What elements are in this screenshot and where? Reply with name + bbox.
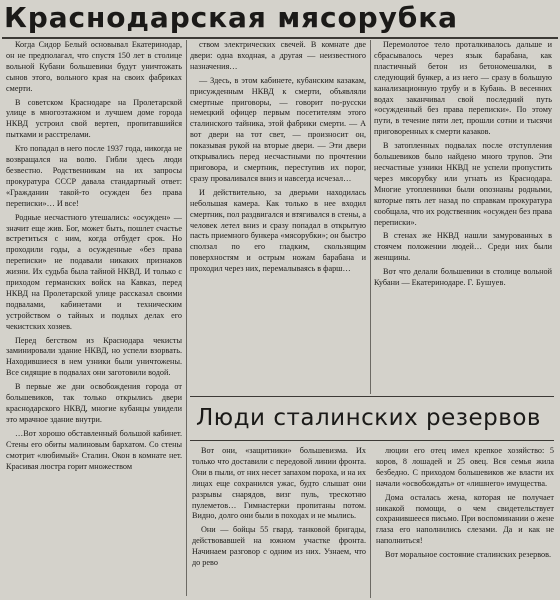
paragraph: ством электрических свечей. В комнате две двери: одна входная, а другая — неизвестного назначения… [190, 40, 366, 71]
article1-column-1 [6, 40, 182, 475]
paragraph: Вот моральное состояние сталинских резервов. [385, 550, 552, 560]
article1-column-2 [190, 40, 366, 278]
column-divider [370, 40, 371, 394]
paragraph: И действительно, за дверьми находилась небольшая камера. Как только в нее входил смертник, пол раздвигался и втягивался в стены, а человек летел вниз и сразу попадал в открытую пасть приемного бункера «мясорубки»; он быстро сползал по его гладким, скользящим поверхностям и острым ножам барабана и проходил через них, перемалываясь в фарш… [190, 187, 366, 274]
article2-column-1 [192, 446, 366, 572]
paragraph: …Вот хорошо обставленный большой кабинет. Стены его обиты малиновым бархатом. Со стены смотрит «любимый» Сталин. Окон в комнате нет. Красивая люстра горит множеством [6, 428, 182, 471]
paragraph: люции его отец имел крепкое хозяйство: 5 коров, 8 лошадей и 25 овец. Вся семья жила безбедно. С приходом большевиков же власти их начали «освобождать» от «лишнего» имущества. [376, 446, 554, 488]
paragraph: Перемолотое тело проталкивалось дальше и сбрасывалось через язык барабана, как пластичный бетон из бетономешалки, в следующий бункер, а из него — сразу в большую канализационную трубу и в Кубань. В весенних водах заканчивал свой последний путь «осужденный без права переписки». По этому пути, в течение пяти лет, прошли сотни и тысячи приговоренных к смерти казаков. [374, 40, 552, 137]
divider-rule [190, 440, 554, 441]
headline-stalin-reserves: Люди сталинских резервов [196, 405, 541, 431]
paragraph: Вот они, «защитники» большевизма. Их только что доставили с передовой линии фронта. Они в пыли, от них несет запахом пороха, и на их лицах еще сохранился ужас, будто слышат они разрывы снарядов, визг пуль, трескотню пулеметов… Гимнастерки пропитаны потом. Видно, долго они были в походах и не мылись. [192, 446, 366, 521]
paragraph-closing [374, 267, 552, 289]
paragraph: Когда Сидор Белый основывал Екатеринодар, он не предполагал, что спустя 150 лет в столице вольной Кубани большевики будут уничтожать сынов этого, вольного края на своих фабриках смерти. [6, 40, 182, 93]
author-signature: Г. Бушуев. [467, 278, 506, 288]
closing-text: Вот что делали большевики в столице вольной Кубани — Екатеринодаре. [374, 267, 552, 288]
paragraph: Кто попадал в него после 1937 года, никогда не возвращался на волю. Гибли здесь люди безвестно. Родственникам на их запросы прокуратура СССР давала стандартный ответ: «Гражданин такой-то осужден без права переписки»… И все! [6, 144, 182, 208]
paragraph: — Здесь, в этом кабинете, кубанским казакам, присужденным НКВД к смерти, объявляли смертные приговоры, — говорит по-русски немецкий офицер первым посетителям этого сталинского тайника, этой фабрики смерти. — А вот двери на тот свет, — произносит он, показывая рукой на вторые двери. — Эти двери открывались перед несчастными по прочтении приговора, и смертник, переступив их порог, сразу проваливался вниз и навсегда исчезал… [190, 75, 366, 183]
paragraph: Перед бегством из Краснодара чекисты заминировали здание НКВД, но успели взорвать. Находившиеся в нем узники были уничтожены. Все сидящие в подвалах они заготовили водой. [6, 335, 182, 378]
headline-krasnodar-meatgrinder: Краснодарская мясорубка [4, 1, 458, 34]
divider-rule [2, 38, 558, 39]
paragraph: В затопленных подвалах после отступления большевиков было найдено много трупов. Эти несчастные узники НКВД не успели пропустить через мясорубку или угнать из Краснодара. Многие утопленники были опознаны родными, которые пять лет назад по справкам прокуратура сообщала, что их родственник «осужден без права переписки». [374, 141, 552, 227]
paragraph: Они — бойцы 55 гвард. танковой бригады, действовавшей на южном участке фронта. Начинаем разговор с одним из них. Узнаем, что до рево [192, 525, 366, 568]
paragraph: В советском Краснодаре на Пролетарской улице в многоэтажном и лучшем доме города НКВД устроил свой вертеп, пропитавшийся пытками и расстрелами. [6, 97, 182, 140]
column-divider [186, 40, 187, 596]
paragraph: В стенах же НКВД нашли замурованных в стоячем положении людей… Среди них были женщины. [374, 231, 552, 263]
article1-column-3 [374, 40, 552, 292]
paragraph: В первые же дни освобождения города от большевиков, так только открылись двери краснодарского НКВД, многие кубанцы увидели это мрачное здание внутри. [6, 382, 182, 424]
paragraph: Дома осталась жена, которая не получает никакой помощи, о чем свидетельствует сохранившееся письмо. При воспоминании о жене глаза его наполнились слезами. Да и как не наполниться! [376, 492, 554, 546]
paragraph: Родные несчастного утешались: «осужден» — значит еще жив. Бог, может быть, пошлет счастье встретиться с ним, когда отбудет срок. Но проходили годы, а осужденные «без права переписки» не подавали никаких признаков жизни. Их судьба была тайной НКВД. И только с приходом германских войск на Кавказ, перед НКВД на Пролетарской улице рассказал своими подвалами, кабинетами и техническим устройством о тайных и подлых делах его чекистских хозяев. [6, 212, 182, 331]
column-divider [370, 480, 371, 598]
divider-rule [190, 396, 554, 397]
article2-column-2 [376, 446, 554, 564]
